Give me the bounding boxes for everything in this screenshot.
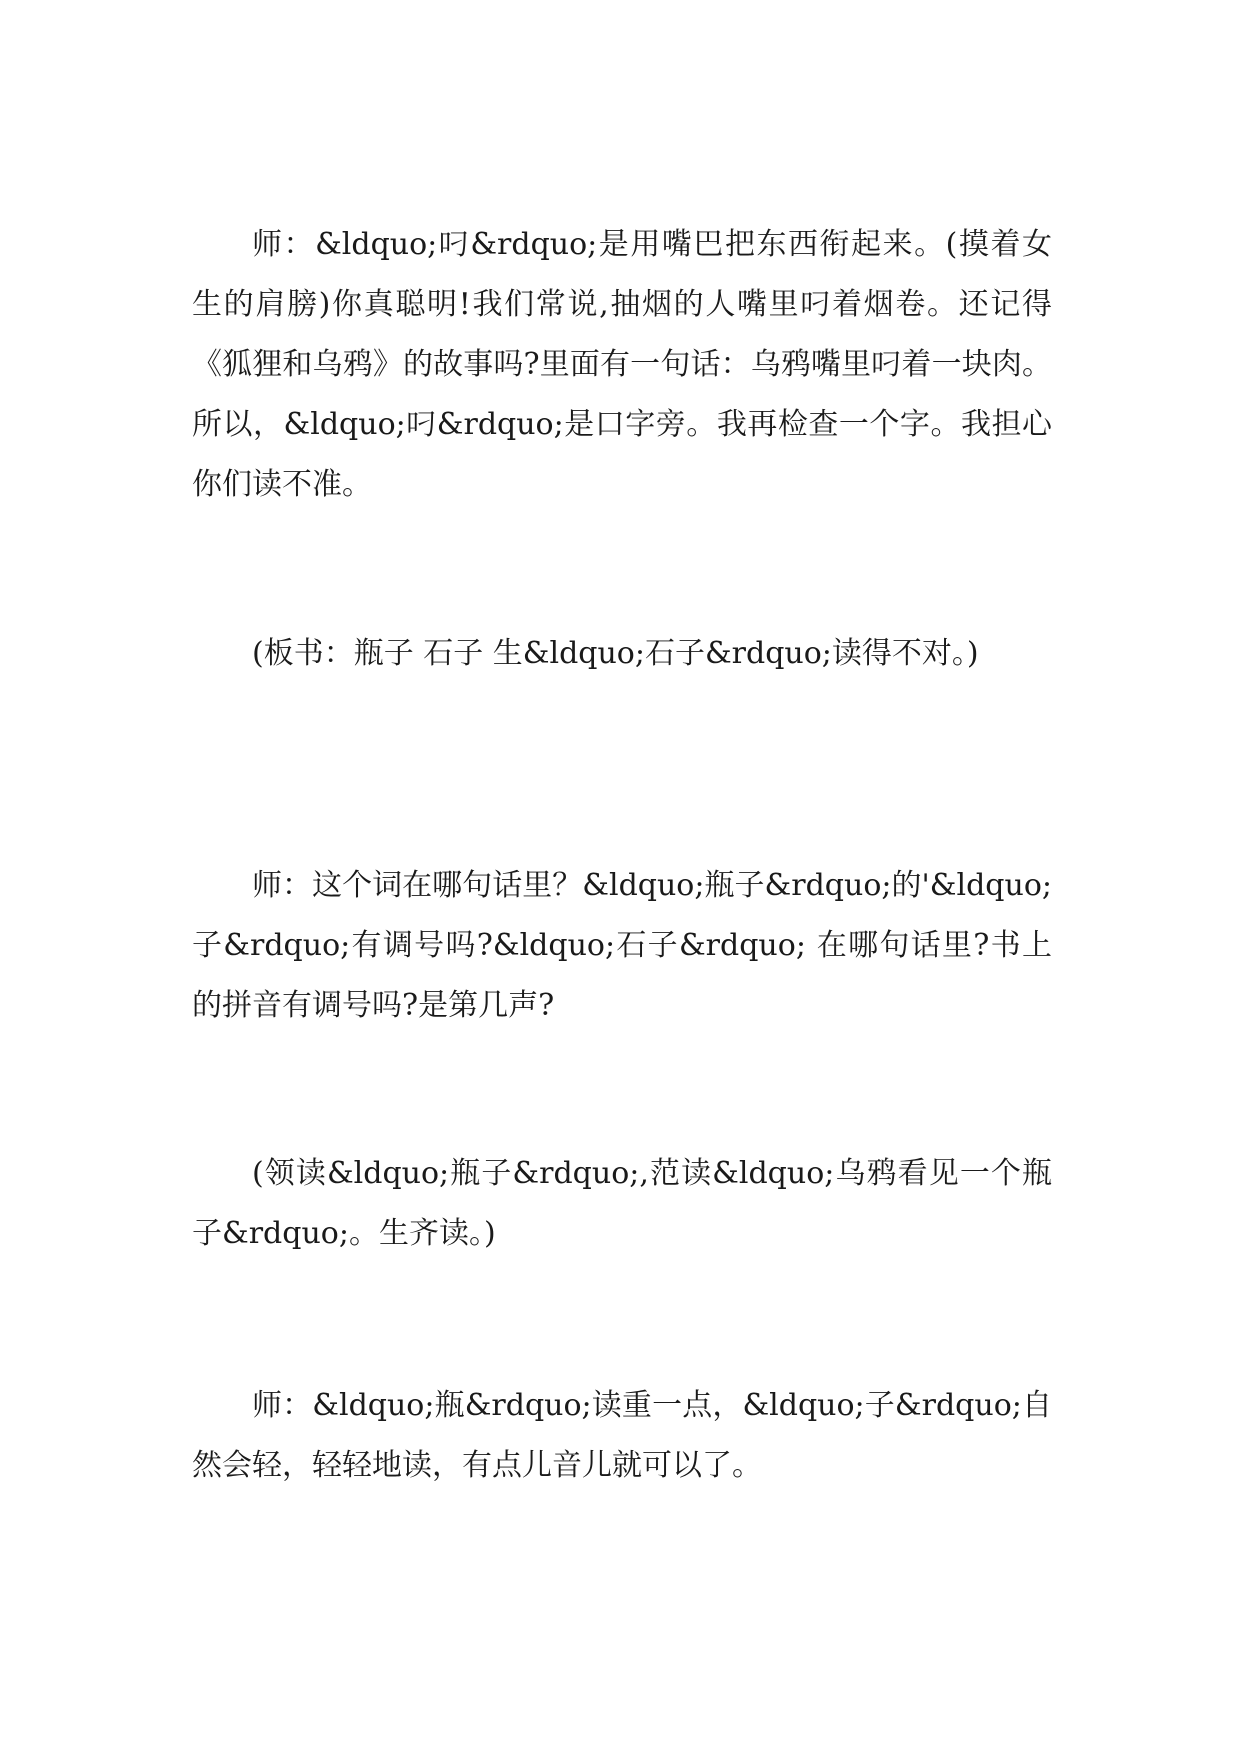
- paragraph-teacher-pronunciation: 师：&ldquo;瓶&rdquo;读重一点，&ldquo;子&rdquo;自然会轻，轻轻地读，有点儿音儿就可以了。: [192, 1388, 1052, 1483]
- paragraph-teacher-question: 师：这个词在哪句话里？&ldquo;瓶子&rdquo;的'&ldquo;子&rdquo;有调号吗?&ldquo;石子&rdquo; 在哪句话里?书上的拼音有调号吗?是第几声?: [192, 868, 1052, 1023]
- paragraph-teacher-diao: 师：&ldquo;叼&rdquo;是用嘴巴把东西衔起来。(摸着女生的肩膀)你真聪明!我们常说,抽烟的人嘴里叼着烟卷。还记得《狐狸和乌鸦》的故事吗?里面有一句话：乌鸦嘴里叼着一块肉。所以，&ldquo;叼&rdquo;是口字旁。我再检查一个字。我担心你们读不准。: [192, 227, 1052, 502]
- paragraph-reading-note: (领读&ldquo;瓶子&rdquo;,范读&ldquo;乌鸦看见一个瓶子&rdquo;。生齐读。): [192, 1156, 1052, 1251]
- paragraph-blackboard-note: (板书：瓶子 石子 生&ldquo;石子&rdquo;读得不对。): [252, 636, 979, 671]
